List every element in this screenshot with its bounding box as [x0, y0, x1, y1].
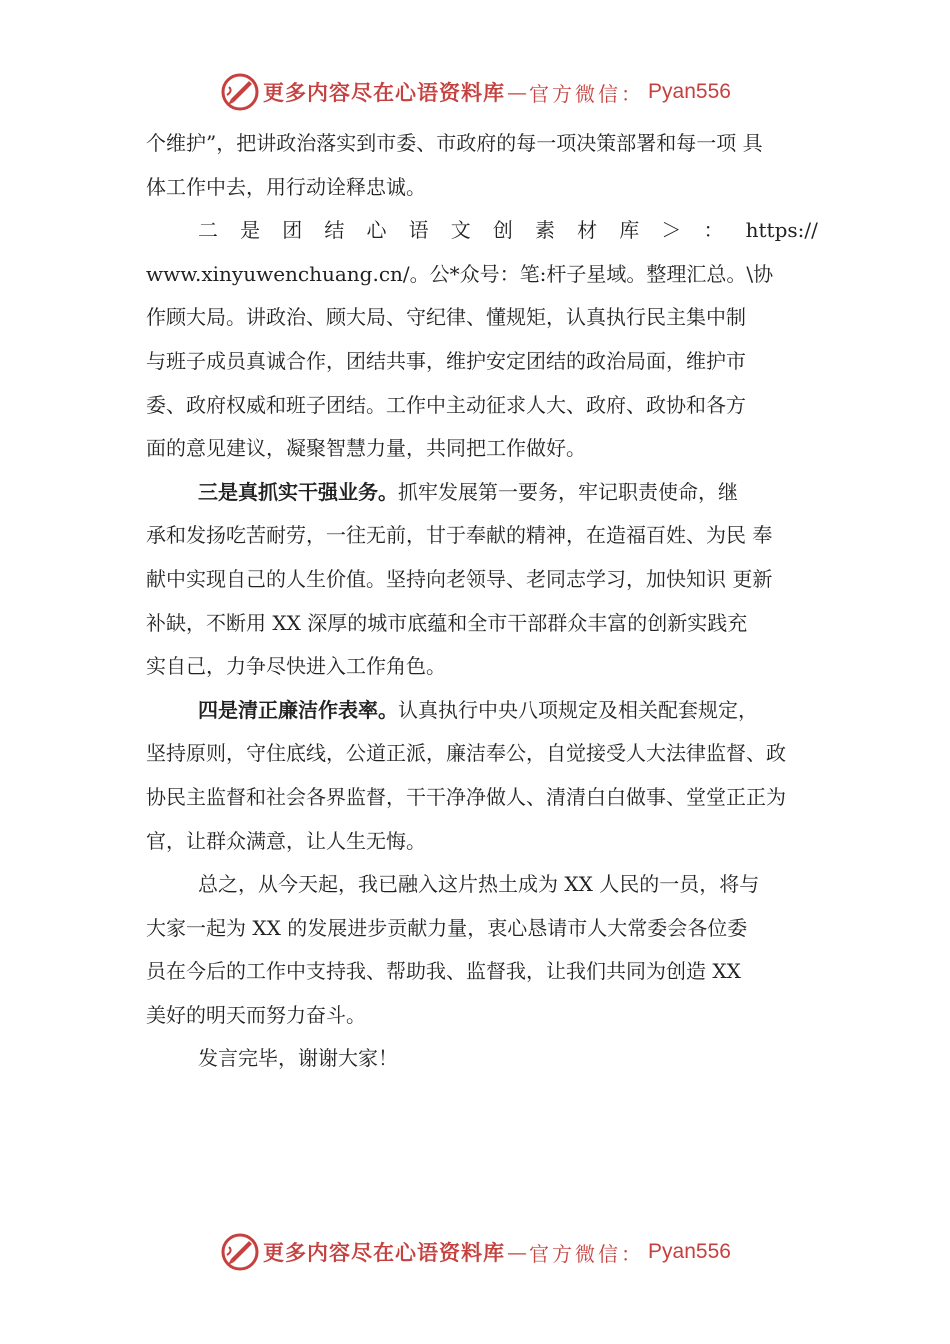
closing-line: 发言完毕，谢谢大家！	[198, 1046, 398, 1071]
text-line: 承和发扬吃苦耐劳，一往无前，甘于奉献的精神，在造福百姓、为民 奉	[146, 523, 773, 548]
banner-title: 更多内容尽在心语资料库	[263, 1240, 506, 1265]
wechat-id: Pyan556	[648, 80, 731, 103]
text-line: 补缺，不断用 XX 深厚的城市底蕴和全市干部群众丰富的创新实践充	[146, 610, 748, 635]
text-line: www.xinyuwenchuang.cn/。公*众号：笔:杆子星域。整理汇总。\协	[146, 261, 774, 286]
document-body	[146, 122, 818, 1081]
text-line: 官，让群众满意，让人生无悔。	[146, 828, 426, 853]
text-line: 面的意见建议，凝聚智慧力量，共同把工作做好。	[146, 436, 586, 461]
text-line: 坚持原则，守住底线，公道正派，廉洁奉公，自觉接受人大法律监督、政	[146, 741, 786, 766]
text-line: 献中实现自己的人生价值。坚持向老领导、老同志学习，加快知识 更新	[146, 566, 773, 591]
section-heading: 四是清正廉洁作表率。	[198, 697, 398, 722]
text-line: 协民主监督和社会各界监督，干干净净做人、清清白白做事、堂堂正正为	[146, 784, 786, 809]
paragraph-start: 四是清正廉洁作表率。认真执行中央八项规定及相关配套规定，	[198, 697, 758, 722]
url-text: https://	[745, 218, 818, 243]
banner-separator: —	[507, 1240, 528, 1264]
header-banner	[0, 70, 950, 114]
footer-banner	[0, 1230, 950, 1274]
paragraph-start: 三是真抓实干强业务。抓牢发展第一要务，牢记职责使命，继	[198, 479, 738, 504]
text-line: 大家一起为 XX 的发展进步贡献力量，衷心恳请市人大常委会各位委	[146, 915, 748, 940]
text-line: 总之，从今天起，我已融入这片热土成为 XX 人民的一员，将与	[198, 872, 760, 897]
text-line: 作顾大局。讲政治、顾大局、守纪律、懂规矩，认真执行民主集中制	[146, 305, 746, 330]
text-line: 委、政府权威和班子团结。工作中主动征求人大、政府、政协和各方	[146, 392, 746, 417]
wechat-id: Pyan556	[648, 1240, 731, 1263]
text-line: 实自己，力争尽快进入工作角色。	[146, 654, 446, 679]
text-line: 体工作中去，用行动诠释忠诚。	[146, 174, 426, 199]
text-line: 个维护”，把讲政治落实到市委、市政府的每一项决策部署和每一项 具	[146, 131, 763, 155]
section-heading: 三是真抓实干强业务。	[198, 479, 398, 504]
text-line: 与班子成员真诚合作，团结共事，维护安定团结的政治局面，维护市	[146, 348, 746, 373]
text-line: 员在今后的工作中支持我、帮助我、监督我，让我们共同为创造 XX	[146, 959, 741, 984]
banner-separator: —	[507, 80, 528, 104]
pen-logo-icon	[219, 71, 261, 113]
pen-logo-icon	[219, 1231, 261, 1273]
banner-label: 官方微信：	[529, 81, 645, 106]
banner-label: 官方微信：	[529, 1241, 645, 1266]
text-line: 美好的明天而努力奋斗。	[146, 1002, 366, 1027]
spaced-line: 二 是 团 结 心 语 文 创 素 材 库 ＞ ： https://	[146, 209, 818, 253]
banner-title: 更多内容尽在心语资料库	[263, 80, 506, 105]
